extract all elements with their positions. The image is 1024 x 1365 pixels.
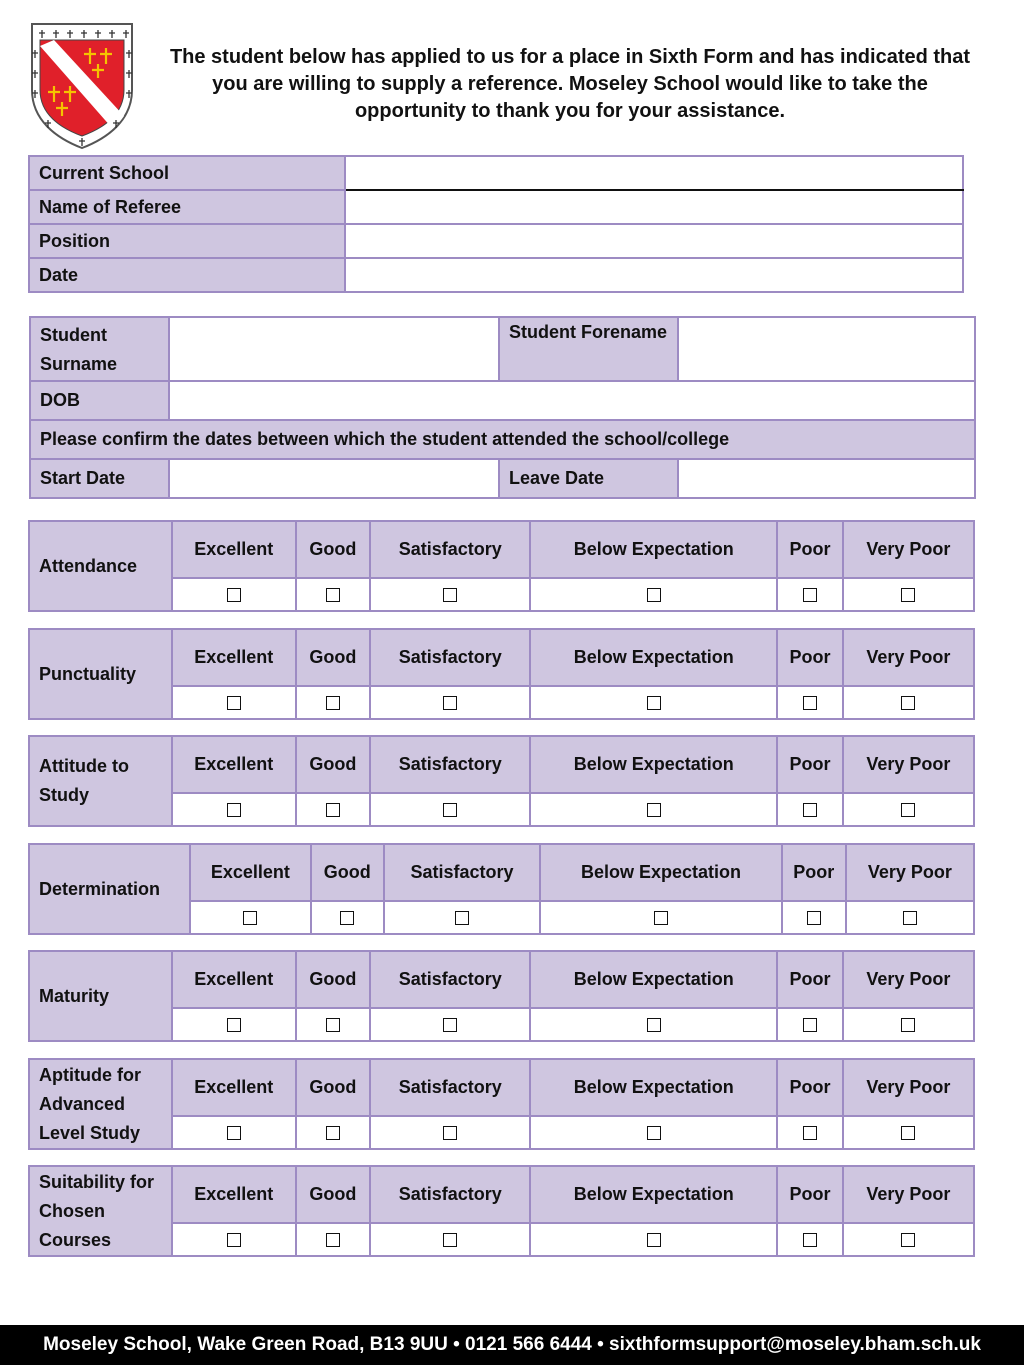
dob-label: DOB: [30, 381, 169, 420]
rating-checkbox-cell[interactable]: [777, 1116, 843, 1149]
rating-header: Excellent: [190, 844, 311, 901]
checkbox[interactable]: [803, 1126, 817, 1140]
checkbox[interactable]: [803, 696, 817, 710]
checkbox[interactable]: [326, 588, 340, 602]
rating-checkbox-cell[interactable]: [172, 686, 296, 719]
rating-checkbox-cell[interactable]: [296, 1116, 371, 1149]
rating-checkbox-cell[interactable]: [370, 1116, 530, 1149]
leave-date-field[interactable]: [678, 459, 975, 498]
rating-header: Excellent: [172, 951, 296, 1008]
rating-table: [28, 735, 975, 827]
checkbox[interactable]: [803, 803, 817, 817]
rating-checkbox-cell[interactable]: [777, 578, 843, 611]
rating-checkbox-cell[interactable]: [172, 793, 296, 826]
rating-checkbox-cell[interactable]: [530, 1008, 777, 1041]
rating-checkbox-cell[interactable]: [843, 1008, 974, 1041]
rating-header: Very Poor: [843, 629, 974, 686]
rating-header: Excellent: [172, 736, 296, 793]
rating-checkbox-cell[interactable]: [190, 901, 311, 934]
rating-table: [28, 520, 975, 612]
rating-header: Good: [296, 1059, 371, 1116]
checkbox[interactable]: [647, 1233, 661, 1247]
rating-header: Poor: [777, 1059, 843, 1116]
footer-contact: Moseley School, Wake Green Road, B13 9UU • 0121 566 6444 • sixthformsupport@moseley.bham.sch.uk: [0, 1325, 1024, 1365]
student-surname-label: Student Surname: [30, 317, 169, 381]
student-forename-field[interactable]: [678, 317, 975, 381]
leave-date-label: Leave Date: [499, 459, 678, 498]
dob-field[interactable]: [169, 381, 975, 420]
rating-header: Poor: [777, 1166, 843, 1223]
rating-header: Good: [296, 629, 371, 686]
checkbox[interactable]: [647, 696, 661, 710]
rating-header: Satisfactory: [370, 1059, 530, 1116]
rating-checkbox-cell[interactable]: [172, 1008, 296, 1041]
rating-category-label: Suitability for Chosen Courses: [29, 1166, 172, 1256]
rating-header: Poor: [782, 844, 846, 901]
referee-row: [29, 190, 963, 224]
referee-row: [29, 224, 963, 258]
rating-checkbox-cell[interactable]: [370, 686, 530, 719]
checkbox[interactable]: [901, 588, 915, 602]
checkbox[interactable]: [326, 1233, 340, 1247]
rating-header: Good: [311, 844, 384, 901]
referee-name-label: Name of Referee: [29, 190, 345, 224]
checkbox[interactable]: [227, 1126, 241, 1140]
rating-checkbox-cell[interactable]: [846, 901, 974, 934]
student-details-table: [29, 316, 976, 499]
checkbox[interactable]: [901, 1126, 915, 1140]
checkbox[interactable]: [326, 1018, 340, 1032]
checkbox[interactable]: [326, 696, 340, 710]
rating-checkbox-cell[interactable]: [777, 793, 843, 826]
checkbox[interactable]: [443, 696, 457, 710]
rating-checkbox-cell[interactable]: [540, 901, 781, 934]
rating-checkbox-cell[interactable]: [370, 578, 530, 611]
referee-name-field[interactable]: [345, 190, 963, 224]
rating-checkbox-cell[interactable]: [843, 578, 974, 611]
position-field[interactable]: [345, 224, 963, 258]
rating-checkbox-cell[interactable]: [370, 793, 530, 826]
rating-header: Very Poor: [843, 521, 974, 578]
rating-checkbox-cell[interactable]: [370, 1008, 530, 1041]
rating-header: Good: [296, 1166, 371, 1223]
rating-header: Poor: [777, 521, 843, 578]
checkbox[interactable]: [443, 1126, 457, 1140]
rating-checkbox-cell[interactable]: [777, 1223, 843, 1256]
rating-table: [28, 628, 975, 720]
rating-checkbox-cell[interactable]: [530, 1116, 777, 1149]
referee-row: [29, 156, 963, 190]
rating-checkbox-cell[interactable]: [843, 793, 974, 826]
rating-checkbox-cell[interactable]: [296, 793, 371, 826]
rating-checkbox-cell[interactable]: [311, 901, 384, 934]
rating-header: Very Poor: [843, 951, 974, 1008]
checkbox[interactable]: [901, 1233, 915, 1247]
rating-checkbox-cell[interactable]: [530, 686, 777, 719]
checkbox[interactable]: [243, 911, 257, 925]
checkbox[interactable]: [654, 911, 668, 925]
checkbox[interactable]: [326, 803, 340, 817]
checkbox[interactable]: [803, 1018, 817, 1032]
checkbox[interactable]: [443, 1018, 457, 1032]
rating-header: Good: [296, 736, 371, 793]
rating-checkbox-cell[interactable]: [777, 686, 843, 719]
rating-checkbox-cell[interactable]: [172, 1223, 296, 1256]
rating-header: Below Expectation: [530, 521, 777, 578]
rating-checkbox-cell[interactable]: [296, 578, 371, 611]
rating-checkbox-cell[interactable]: [843, 1223, 974, 1256]
checkbox[interactable]: [901, 1018, 915, 1032]
intro-text: The student below has applied to us for a place in Sixth Form and has indicated that you are willing to supply a reference. Moseley School would like to take the opportunity to thank you for your assistance.: [169, 46, 971, 122]
checkbox[interactable]: [227, 696, 241, 710]
rating-header: Below Expectation: [530, 629, 777, 686]
checkbox[interactable]: [227, 803, 241, 817]
rating-header: Satisfactory: [384, 844, 541, 901]
rating-table: [28, 1058, 975, 1150]
start-date-label: Start Date: [30, 459, 169, 498]
rating-header: Satisfactory: [370, 951, 530, 1008]
rating-checkbox-cell[interactable]: [296, 686, 371, 719]
rating-header: Excellent: [172, 521, 296, 578]
checkbox[interactable]: [647, 1126, 661, 1140]
rating-category-label: Determination: [29, 844, 190, 934]
checkbox[interactable]: [647, 588, 661, 602]
rating-checkbox-cell[interactable]: [530, 1223, 777, 1256]
rating-header: Very Poor: [843, 1166, 974, 1223]
rating-checkbox-cell[interactable]: [172, 578, 296, 611]
rating-checkbox-cell[interactable]: [782, 901, 846, 934]
rating-header: Satisfactory: [370, 1166, 530, 1223]
checkbox[interactable]: [807, 911, 821, 925]
rating-header: Below Expectation: [530, 1059, 777, 1116]
rating-header: Below Expectation: [540, 844, 781, 901]
rating-checkbox-cell[interactable]: [530, 578, 777, 611]
checkbox[interactable]: [803, 1233, 817, 1247]
checkbox[interactable]: [227, 588, 241, 602]
rating-table: [28, 843, 975, 935]
rating-checkbox-cell[interactable]: [296, 1223, 371, 1256]
rating-checkbox-cell[interactable]: [843, 686, 974, 719]
student-forename-label: Student Forename: [499, 317, 678, 381]
checkbox[interactable]: [455, 911, 469, 925]
rating-header: Satisfactory: [370, 629, 530, 686]
rating-category-label: Aptitude for Advanced Level Study: [29, 1059, 172, 1149]
rating-header: Excellent: [172, 629, 296, 686]
checkbox[interactable]: [227, 1233, 241, 1247]
rating-checkbox-cell[interactable]: [530, 793, 777, 826]
rating-header: Poor: [777, 951, 843, 1008]
position-label: Position: [29, 224, 345, 258]
start-date-field[interactable]: [169, 459, 499, 498]
rating-header: Below Expectation: [530, 1166, 777, 1223]
checkbox[interactable]: [803, 588, 817, 602]
rating-header: Very Poor: [843, 736, 974, 793]
rating-category-label: Punctuality: [29, 629, 172, 719]
attendance-dates-instruction: Please confirm the dates between which the student attended the school/college: [30, 420, 975, 459]
rating-checkbox-cell[interactable]: [777, 1008, 843, 1041]
checkbox[interactable]: [901, 696, 915, 710]
rating-checkbox-cell[interactable]: [296, 1008, 371, 1041]
rating-checkbox-cell[interactable]: [172, 1116, 296, 1149]
rating-header: Good: [296, 521, 371, 578]
rating-header: Below Expectation: [530, 736, 777, 793]
checkbox[interactable]: [647, 1018, 661, 1032]
checkbox[interactable]: [443, 803, 457, 817]
rating-header: Satisfactory: [370, 736, 530, 793]
current-school-label: Current School: [29, 156, 345, 190]
checkbox[interactable]: [340, 911, 354, 925]
rating-header: Below Expectation: [530, 951, 777, 1008]
referee-details-table: [28, 155, 964, 293]
rating-checkbox-cell[interactable]: [843, 1116, 974, 1149]
current-school-field[interactable]: [345, 156, 963, 190]
rating-header: Poor: [777, 629, 843, 686]
rating-table: [28, 950, 975, 1042]
school-crest-logo: [28, 20, 136, 150]
student-surname-field[interactable]: [169, 317, 499, 381]
rating-header: Good: [296, 951, 371, 1008]
rating-header: Excellent: [172, 1166, 296, 1223]
rating-header: Poor: [777, 736, 843, 793]
checkbox[interactable]: [227, 1018, 241, 1032]
rating-header: Excellent: [172, 1059, 296, 1116]
rating-category-label: Attendance: [29, 521, 172, 611]
checkbox[interactable]: [443, 588, 457, 602]
checkbox[interactable]: [903, 911, 917, 925]
referee-row: [29, 258, 963, 292]
rating-header: Very Poor: [843, 1059, 974, 1116]
checkbox[interactable]: [326, 1126, 340, 1140]
rating-header: Satisfactory: [370, 521, 530, 578]
checkbox[interactable]: [647, 803, 661, 817]
rating-header: Very Poor: [846, 844, 974, 901]
rating-checkbox-cell[interactable]: [370, 1223, 530, 1256]
rating-category-label: Attitude to Study: [29, 736, 172, 826]
rating-checkbox-cell[interactable]: [384, 901, 541, 934]
rating-table: [28, 1165, 975, 1257]
date-label: Date: [29, 258, 345, 292]
date-field[interactable]: [345, 258, 963, 292]
checkbox[interactable]: [901, 803, 915, 817]
rating-category-label: Maturity: [29, 951, 172, 1041]
checkbox[interactable]: [443, 1233, 457, 1247]
